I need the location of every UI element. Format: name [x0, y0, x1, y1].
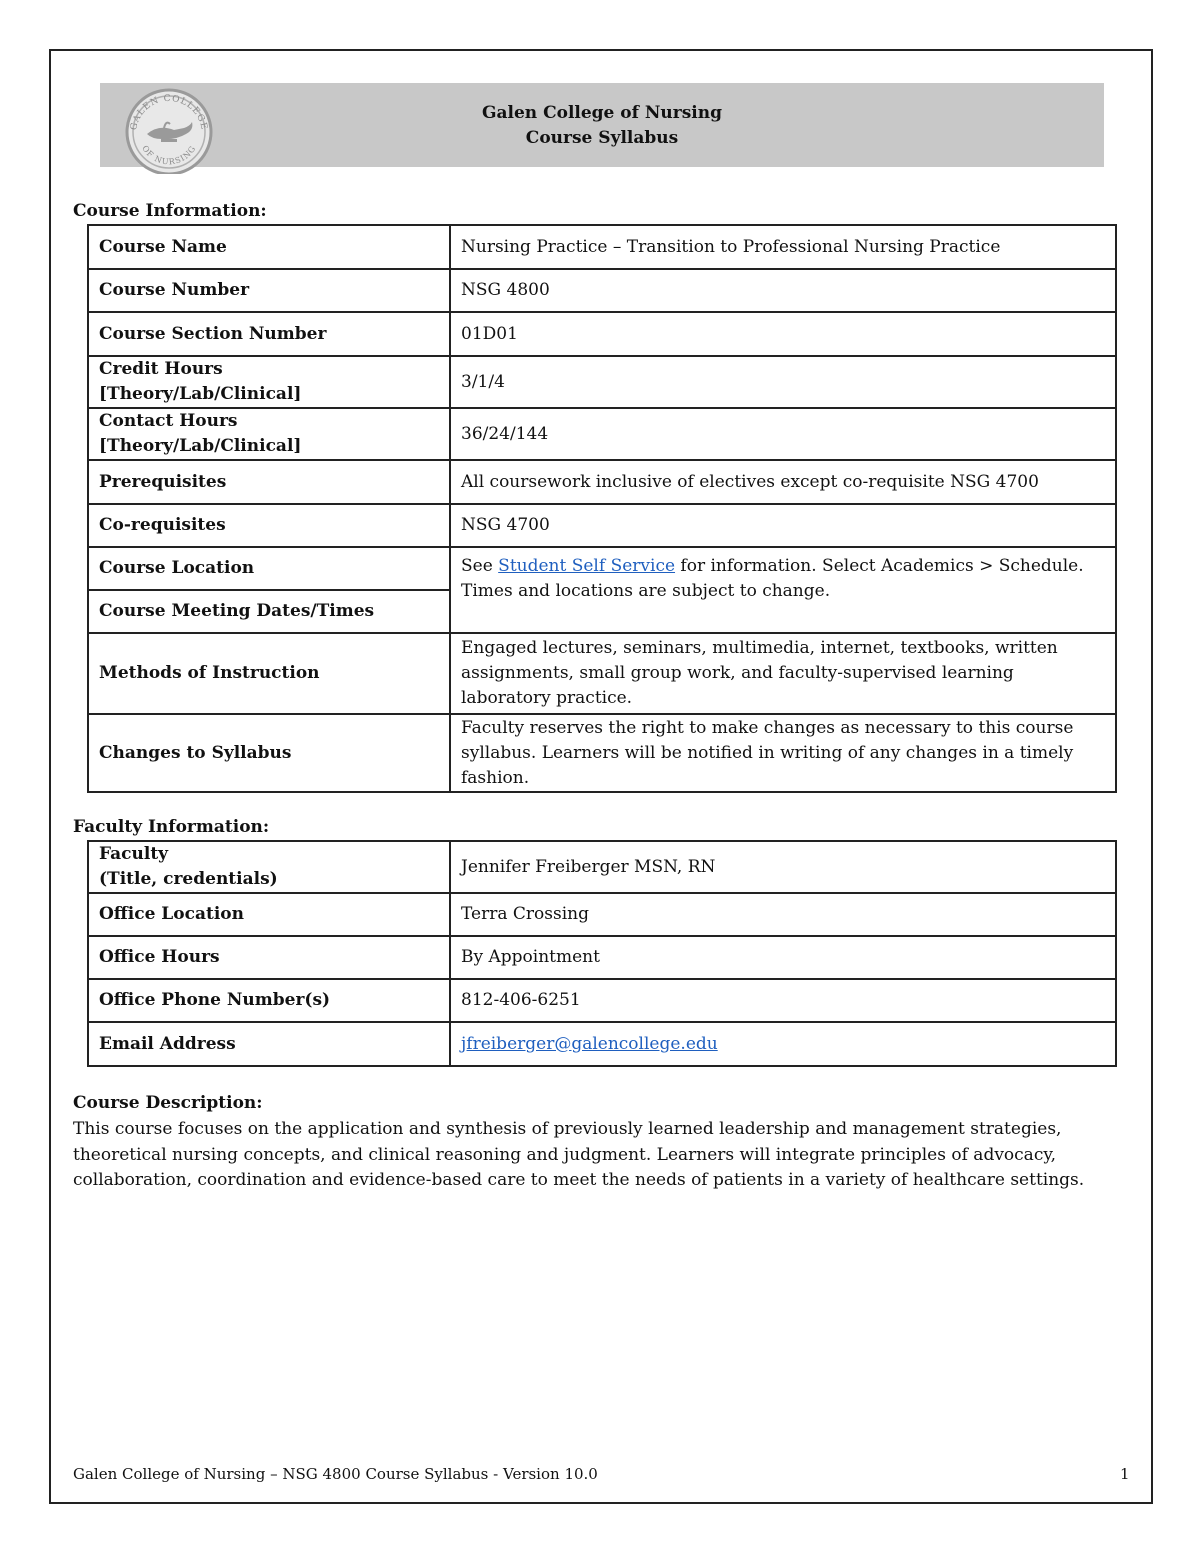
faculty-label [88, 841, 450, 893]
meeting-dates-label: Course Meeting Dates/Times [88, 590, 450, 633]
course-section-value: 01D01 [450, 312, 1116, 356]
syllabus-title: Course Syllabus [525, 128, 679, 148]
email-label: Email Address [88, 1022, 450, 1066]
contact-hours-label [88, 408, 450, 460]
course-info-table [87, 224, 1117, 793]
table-row [88, 979, 1116, 1022]
prerequisites-value: All coursework inclusive of electives except co-requisite NSG 4700 [450, 460, 1116, 504]
office-hours-label: Office Hours [88, 936, 450, 979]
methods-label: Methods of Instruction [88, 633, 450, 714]
course-number-label: Course Number [88, 269, 450, 312]
table-row [88, 841, 1116, 893]
course-number-value: NSG 4800 [450, 269, 1116, 312]
faculty-label-line1: Faculty [99, 844, 169, 864]
logo-text-top: GALEN COLLEGE [129, 93, 209, 132]
faculty-info-heading: Faculty Information: [73, 817, 270, 837]
student-self-service-link[interactable]: Student Self Service [498, 556, 676, 576]
faculty-label-line2: (Title, credentials) [99, 869, 278, 889]
table-row [88, 547, 1116, 590]
email-link[interactable]: jfreiberger@galencollege.edu [461, 1033, 718, 1054]
credit-hours-value: 3/1/4 [450, 356, 1116, 408]
logo-text-bottom: OF NURSING [140, 143, 198, 167]
office-phone-value: 812-406-6251 [450, 979, 1116, 1022]
location-pre-text: See [461, 556, 499, 576]
college-name: Galen College of Nursing [481, 103, 722, 123]
changes-label: Changes to Syllabus [88, 714, 450, 792]
location-line1 [461, 554, 1105, 579]
table-row [88, 633, 1116, 714]
location-line2: Times and locations are subject to change. [461, 581, 831, 601]
email-value [450, 1022, 1116, 1066]
credit-hours-label-line1: Credit Hours [99, 359, 223, 379]
credit-hours-label [88, 356, 450, 408]
faculty-info-table [87, 840, 1117, 1067]
table-row [88, 936, 1116, 979]
course-section-label: Course Section Number [88, 312, 450, 356]
contact-hours-label-line1: Contact Hours [99, 411, 238, 431]
table-row [88, 225, 1116, 269]
prerequisites-label: Prerequisites [88, 460, 450, 504]
faculty-value: Jennifer Freiberger MSN, RN [450, 841, 1116, 893]
table-row [88, 1022, 1116, 1066]
changes-value: Faculty reserves the right to make changes as necessary to this course syllabus. Learners will be notified in writing of any changes in a timely fashion. [450, 714, 1116, 792]
office-location-label: Office Location [88, 893, 450, 936]
course-name-label: Course Name [88, 225, 450, 269]
course-location-value [450, 547, 1116, 633]
methods-value: Engaged lectures, seminars, multimedia, internet, textbooks, written assignments, small group work, and faculty-supervised learning laboratory practice. [450, 633, 1116, 714]
credit-hours-label-line2: [Theory/Lab/Clinical] [99, 384, 302, 404]
table-row [88, 312, 1116, 356]
table-row [88, 460, 1116, 504]
office-hours-value: By Appointment [450, 936, 1116, 979]
document-title [200, 101, 1004, 151]
table-row [88, 504, 1116, 547]
course-description-text: This course focuses on the application and synthesis of previously learned leadership and management strategies, theoretical nursing concepts, and clinical reasoning and judgment. Learners will integrate principles of advocacy, collaboration, coordination and evidence-based care to meet the needs of patients in a variety of healthcare settings. [73, 1119, 1085, 1190]
page-number: 1 [1120, 1465, 1130, 1483]
table-row [88, 356, 1116, 408]
table-row [88, 893, 1116, 936]
office-phone-label: Office Phone Number(s) [88, 979, 450, 1022]
table-row [88, 408, 1116, 460]
table-row [88, 269, 1116, 312]
location-post-text: for information. Select Academics > Schedule. [675, 556, 1084, 576]
table-row [88, 714, 1116, 792]
footer-text: Galen College of Nursing – NSG 4800 Course Syllabus - Version 10.0 [73, 1465, 598, 1483]
office-location-value: Terra Crossing [450, 893, 1116, 936]
contact-hours-value: 36/24/144 [450, 408, 1116, 460]
course-name-value: Nursing Practice – Transition to Professional Nursing Practice [450, 225, 1116, 269]
course-info-heading: Course Information: [73, 201, 267, 221]
corequisites-value: NSG 4700 [450, 504, 1116, 547]
course-location-label: Course Location [88, 547, 450, 590]
corequisites-label: Co-requisites [88, 504, 450, 547]
course-description-heading: Course Description: [73, 1093, 263, 1113]
contact-hours-label-line2: [Theory/Lab/Clinical] [99, 436, 302, 456]
